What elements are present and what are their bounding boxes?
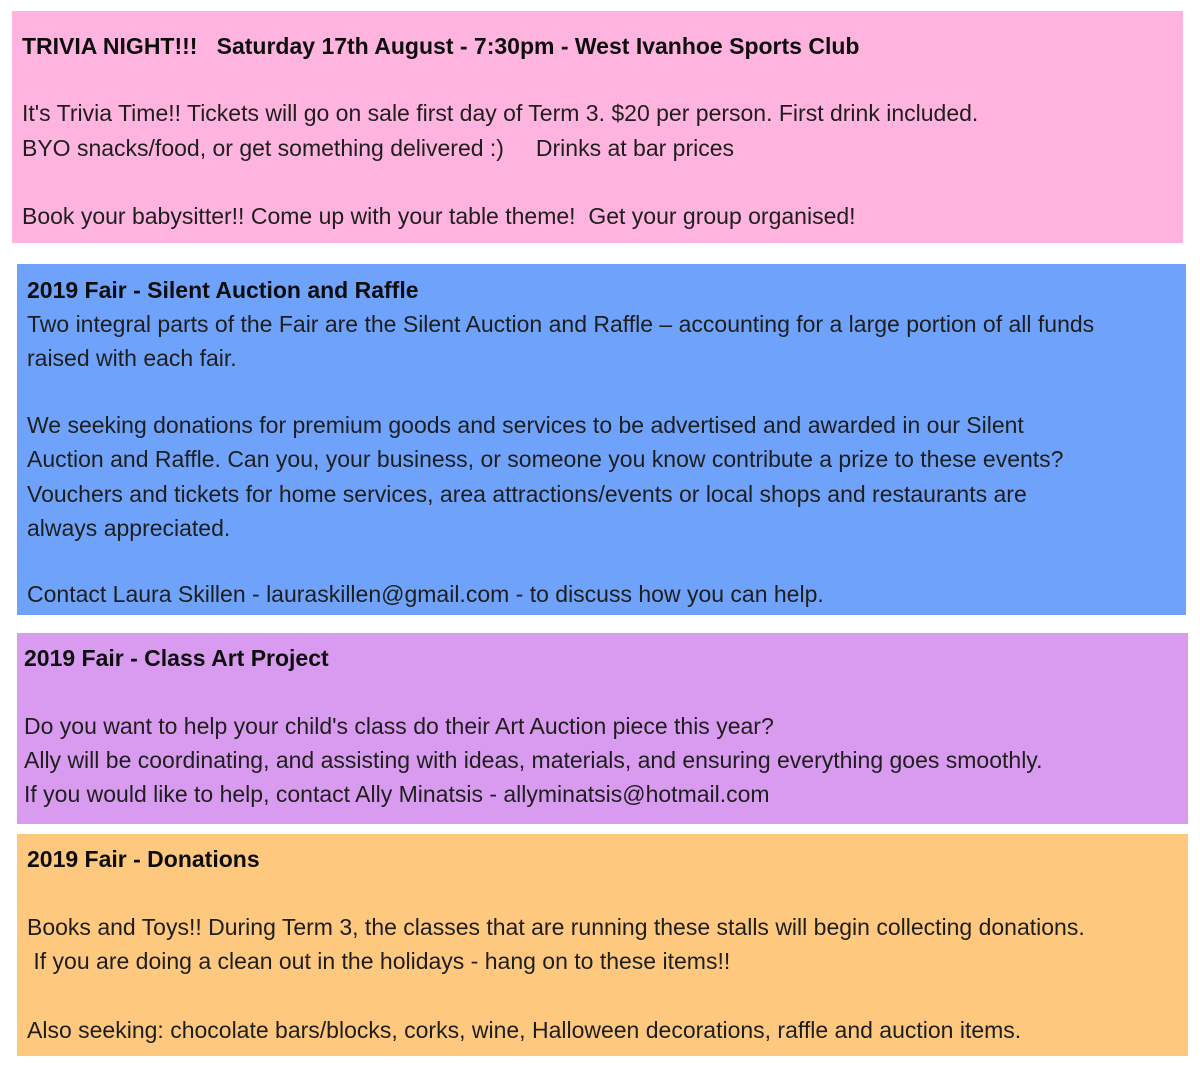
trivia-text-line: It's Trivia Time!! Tickets will go on sale first day of Term 3. $20 per person. First drink included. xyxy=(22,100,979,126)
auction-text-line: We seeking donations for premium goods and services to be advertised and awarded in our Silent xyxy=(27,412,1024,438)
auction-text-line: Two integral parts of the Fair are the Silent Auction and Raffle – accounting for a large portion of all funds xyxy=(27,311,1095,337)
trivia-text-line: BYO snacks/food, or get something delivered :) Drinks at bar prices xyxy=(22,135,735,161)
auction-text-line: Auction and Raffle. Can you, your business, or someone you know contribute a prize to these events? xyxy=(27,446,1064,472)
donations-text-line: Books and Toys!! During Term 3, the classes that are running these stalls will begin collecting donations. xyxy=(27,914,1085,940)
art-contact-line: If you would like to help, contact Ally Minatsis - allyminatsis@hotmail.com xyxy=(24,781,770,807)
art-heading: 2019 Fair - Class Art Project xyxy=(24,645,329,671)
donations-text-line: If you are doing a clean out in the holidays - hang on to these items!! xyxy=(27,948,731,974)
auction-text-line: Vouchers and tickets for home services, area attractions/events or local shops and restaurants are xyxy=(27,481,1027,507)
auction-heading: 2019 Fair - Silent Auction and Raffle xyxy=(27,277,419,303)
auction-contact-line: Contact Laura Skillen - lauraskillen@gmail.com - to discuss how you can help. xyxy=(27,581,824,607)
art-text-line: Ally will be coordinating, and assisting with ideas, materials, and ensuring everything goes smoothly. xyxy=(24,747,1043,773)
art-text-line: Do you want to help your child's class do their Art Auction piece this year? xyxy=(24,713,774,739)
donations-heading: 2019 Fair - Donations xyxy=(27,846,260,872)
trivia-heading: TRIVIA NIGHT!!! Saturday 17th August - 7:30pm - West Ivanhoe Sports Club xyxy=(22,33,860,59)
donations-text-line: Also seeking: chocolate bars/blocks, corks, wine, Halloween decorations, raffle and auction items. xyxy=(27,1017,1022,1043)
trivia-text-line: Book your babysitter!! Come up with your table theme! Get your group organised! xyxy=(22,203,856,229)
auction-text-line: always appreciated. xyxy=(27,515,231,541)
auction-text-line: raised with each fair. xyxy=(27,345,237,371)
